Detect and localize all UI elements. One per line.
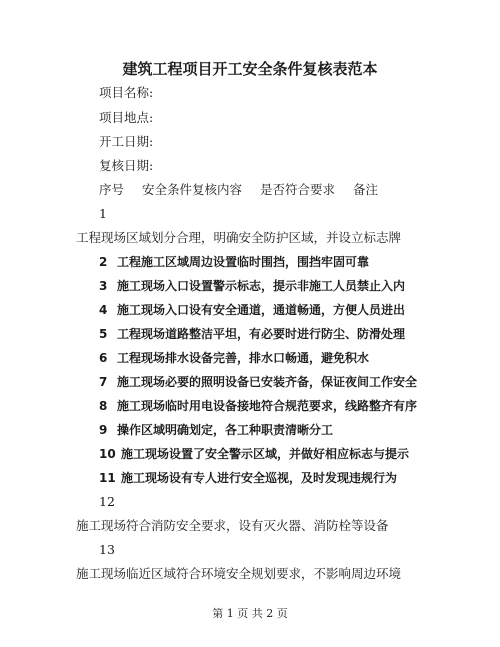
page-footer: 第 1 页 共 2 页 — [212, 607, 288, 620]
item-text: 工程施工区域周边设置临时围挡，围挡牢固可靠 — [117, 255, 370, 269]
list-item — [99, 350, 369, 366]
list-item — [99, 470, 397, 486]
header-content: 安全条件复核内容 — [142, 182, 243, 197]
item-number: 8 — [99, 399, 108, 413]
item-12-text: 施工现场符合消防安全要求，设有灭火器、消防栓等设备 — [76, 518, 389, 533]
item-1-number: 1 — [99, 206, 107, 221]
item-13-text: 施工现场临近区域符合环境安全规划要求，不影响周边环境 — [76, 566, 402, 581]
document-title: 建筑工程项目开工安全条件复核表范本 — [122, 60, 378, 78]
item-text: 施工现场设置了安全警示区域，并做好相应标志与提示 — [121, 447, 410, 461]
item-12-number: 12 — [99, 494, 115, 509]
table-header — [99, 182, 378, 198]
item-number: 11 — [99, 471, 116, 485]
field-review-date: 复核日期: — [99, 158, 154, 173]
item-text: 施工现场必要的照明设备已安装齐备，保证夜间工作安全 — [117, 375, 418, 389]
item-1-text: 工程现场区域划分合理，明确安全防护区域，并设立标志牌 — [76, 230, 402, 245]
item-text: 工程现场道路整洁平坦，有必要时进行防尘、防滑处理 — [117, 327, 406, 341]
list-item — [99, 422, 333, 438]
item-text: 施工现场入口设置警示标志，提示非施工人员禁止入内 — [117, 279, 406, 293]
field-project-name: 项目名称: — [99, 85, 154, 100]
list-item — [99, 254, 369, 270]
field-project-location: 项目地点: — [99, 110, 154, 125]
field-start-date: 开工日期: — [99, 134, 154, 149]
item-number: 3 — [99, 279, 108, 293]
item-text: 施工现场入口设有安全通道，通道畅通，方便人员进出 — [117, 303, 406, 317]
item-number: 4 — [99, 303, 108, 317]
item-number: 6 — [99, 351, 108, 365]
item-text: 工程现场排水设备完善，排水口畅通，避免积水 — [117, 351, 370, 365]
item-number: 5 — [99, 327, 108, 341]
header-compliant: 是否符合要求 — [260, 182, 336, 197]
list-item — [99, 302, 405, 318]
item-number: 7 — [99, 375, 108, 389]
item-text: 操作区域明确划定，各工种职责清晰分工 — [117, 423, 334, 437]
header-remark: 备注 — [353, 182, 379, 197]
item-number: 10 — [99, 447, 116, 461]
item-text: 施工现场临时用电设备接地符合规范要求，线路整齐有序 — [117, 399, 418, 413]
header-no: 序号 — [99, 182, 125, 197]
list-item — [99, 278, 405, 294]
item-number: 2 — [99, 255, 108, 269]
list-item — [99, 398, 417, 414]
item-13-number: 13 — [99, 542, 115, 557]
list-item — [99, 374, 417, 390]
list-item — [99, 326, 405, 342]
item-text: 施工现场设有专人进行安全巡视，及时发现违规行为 — [121, 471, 398, 485]
item-number: 9 — [99, 423, 108, 437]
list-item — [99, 446, 409, 462]
